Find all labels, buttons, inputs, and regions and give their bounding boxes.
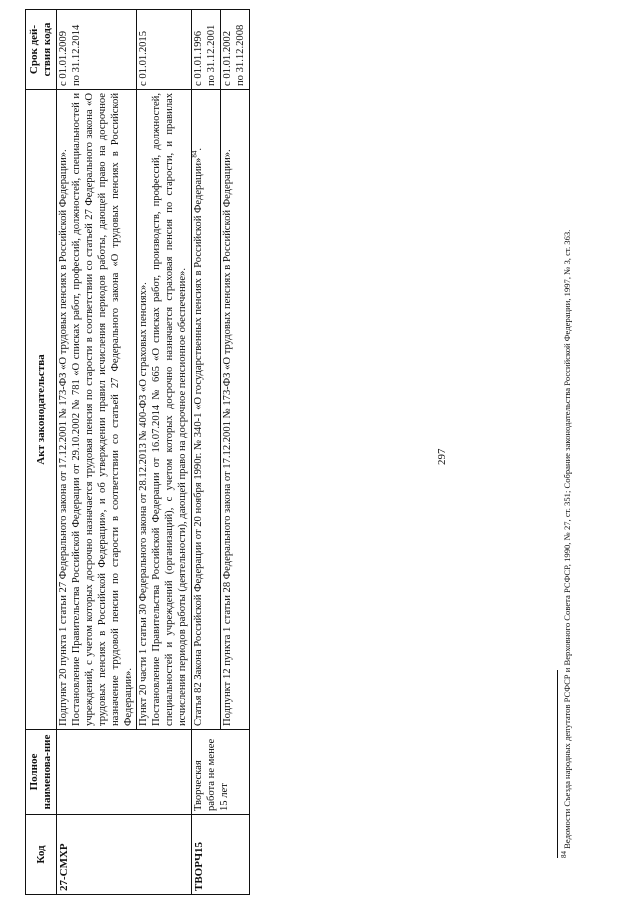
legislation-table <box>25 9 250 895</box>
code-cell: 27-СМХР <box>57 815 192 895</box>
act-paragraph: Статья 82 Закона Российской Федерации от 20 ноября 1990г. № 340-1 «О государственных пенсиях в Российской Федерации»$^{84}$. <box>190 148 205 726</box>
term-from: с 01.01.2015 <box>138 30 150 86</box>
act-cell <box>57 90 137 730</box>
table-header-row <box>26 10 57 895</box>
act-paragraph: Постановление Правительства Российской Федерации от 16.07.2014 № 665 «О списках работ, производств, профессий, должностей, специальностей и учреждений (организаций), с учетом которых досрочно назначается страховая пенсия по старости, и правилах исчисления периодов работы (деятельности), дающей право на досрочное пенсионное обеспечение». <box>151 93 189 726</box>
act-paragraph: Подпункт 12 пункта 1 статьи 28 Федерального закона от 17.12.2001 № 173-ФЗ «О трудовых пенсиях в Российской Федерации». <box>221 149 233 726</box>
term-to: по 31.12.2014 <box>70 24 82 86</box>
page-number: 297 <box>436 448 448 465</box>
header-name: Полное наименова-ние <box>26 730 57 815</box>
term-cell <box>57 10 137 90</box>
term-from: с 01.01.2002 <box>221 30 233 86</box>
footnote-ref[interactable]: 84 <box>190 150 199 158</box>
table-row <box>192 10 221 895</box>
name-cell: Творческая работа не менее 15 лет <box>192 730 250 815</box>
act-paragraph: Подпункт 20 пункта 1 статьи 27 Федерального закона от 17.12.2001 № 173-ФЗ «О трудовых пенсиях в Российской Федерации». <box>58 149 69 726</box>
term-cell <box>192 10 221 90</box>
footnote-mark: 84 <box>560 851 569 858</box>
act-paragraph: Пункт 20 части 1 статьи 30 Федерального закона от 28.12.2013 № 400-ФЗ «О страховых пенсиях». <box>138 282 150 726</box>
term-from: с 01.01.2009 <box>58 30 69 86</box>
footnote <box>562 18 573 858</box>
act-cell <box>220 90 249 730</box>
header-act: Акт законодательства <box>26 90 57 730</box>
term-cell <box>220 10 249 90</box>
header-term: Срок дей-ствия кода <box>26 10 57 90</box>
term-cell <box>137 10 192 90</box>
footnote-text: Ведомости Съезда народных депутатов РСФСР и Верховного Совета РСФСР, 1990, № 27, ст. 351; Собрание законодательства Российской Федерации, 1997, № 3, ст. 363. <box>562 229 572 849</box>
act-paragraph: Постановление Правительства Российской Федерации от 29.10.2002 № 781 «О списках работ, профессий, должностей, специальностей и учреждений, с учетом которых досрочно назначается трудовая пенсия по старости в соответствии со статьей 27 Федерального закона «О трудовых пенсиях в Российской Федерации», и об утверждении правил исчисления периодов работы, дающей право на досрочное назначение трудовой пенсии по старости в соответствии со статьей 27 Федерального закона «О трудовых пенсиях в Российской Федерации». <box>70 93 134 726</box>
header-code: Код <box>26 815 57 895</box>
act-text: Статья 82 Закона Российской Федерации от 20 ноября 1990г. № 340-1 «О государственных пенсиях в Российской Федерации» <box>193 157 205 726</box>
name-cell <box>57 730 192 815</box>
term-from: с 01.01.1996 <box>193 30 205 86</box>
act-cell <box>192 90 221 730</box>
term-to: по 31.12.2001 <box>205 24 217 86</box>
table-row <box>57 10 137 895</box>
footnote-divider <box>557 670 558 858</box>
term-to: по 31.12.2008 <box>234 24 246 86</box>
code-cell: ТВОРЧ15 <box>192 815 250 895</box>
act-cell <box>137 90 192 730</box>
